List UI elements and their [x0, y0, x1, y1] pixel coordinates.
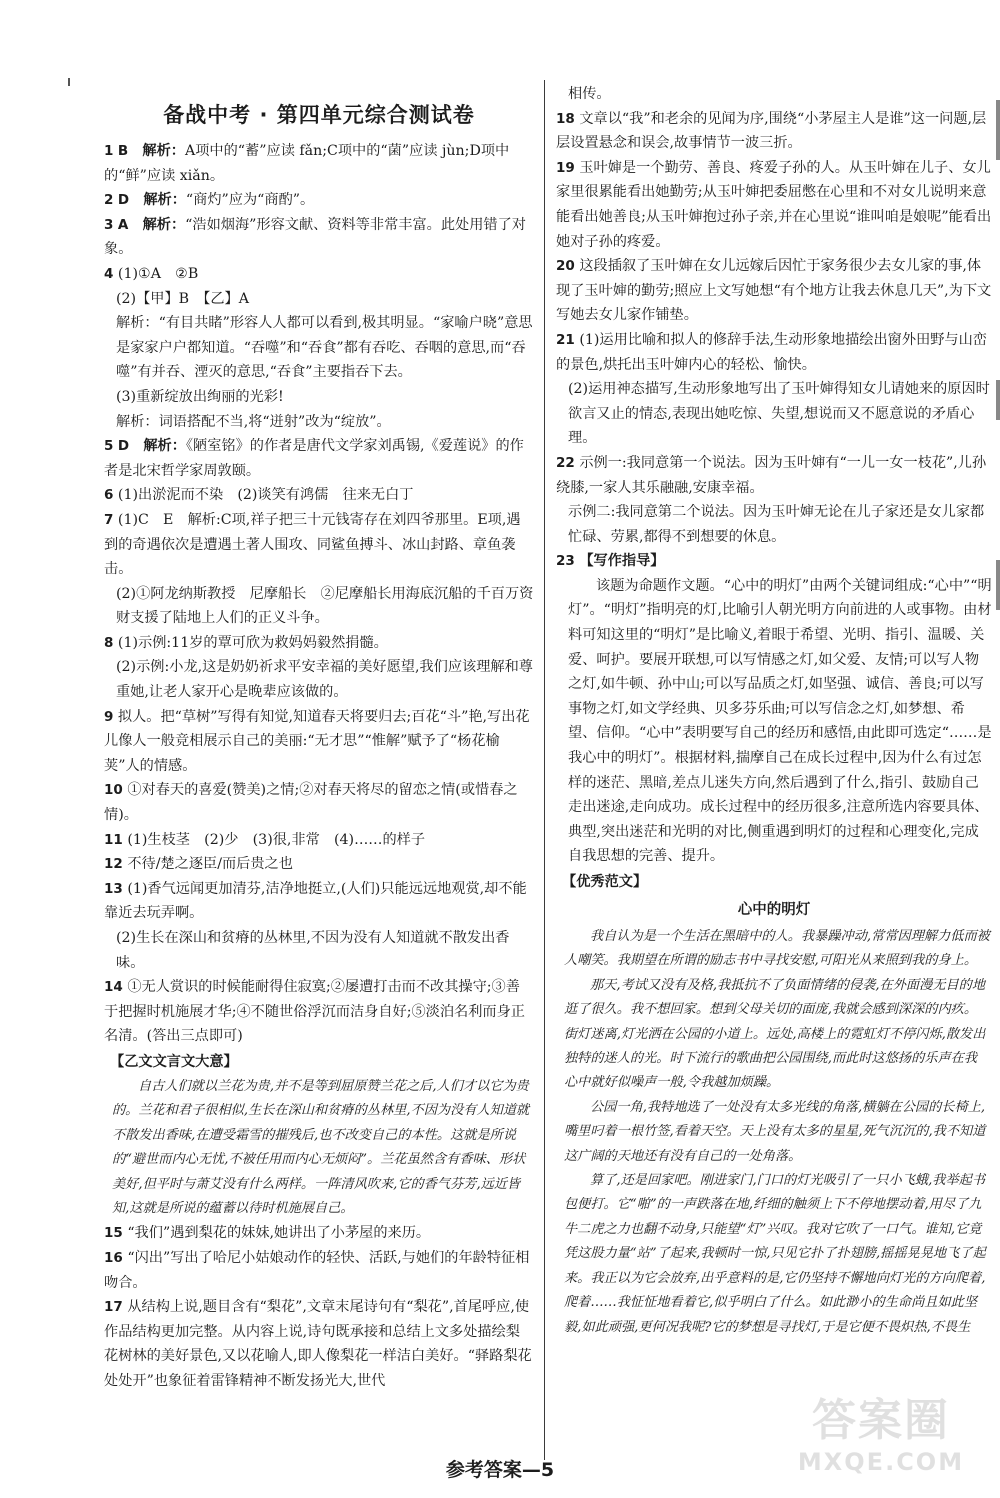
question-number: 23	[556, 553, 575, 570]
right-answers	[556, 82, 992, 1340]
answer-subitem	[556, 500, 992, 549]
section-heading: 【优秀范文】	[562, 874, 648, 890]
answer-text: (2)①阿龙纳斯教授 尼摩船长 ②尼摩船长用海底沉船的千百万资财支援了陆地上人们的正义斗争。	[116, 585, 534, 627]
left-column	[104, 85, 534, 1394]
answer-item	[104, 1246, 534, 1295]
answer-text: “闪出”写出了哈尼小姑娘动作的轻快、活跃,与她们的年龄特征相吻合。	[104, 1250, 530, 1291]
answer-text: (1)香气远闻更加清芬,洁净地挺立,(人们)只能远远地观赏,却不能靠近去玩弄啊。	[104, 880, 527, 922]
question-number: 16	[104, 1250, 123, 1266]
answer-text: 《陋室铭》的作者是唐代文学家刘禹锡,《爱莲说》的作者是北宋哲学家周敦颐。	[104, 438, 524, 479]
answer-subitem	[104, 582, 534, 631]
answer-text: (1)①A ②B	[117, 265, 199, 282]
essay-paragraph: 自古人们就以兰花为贵,并不是等到屈原赞兰花之后,人们才以它为贵的。兰花和君子很相似,生长在深山和贫瘠的丛林里,不因为没有人知道就不散发出香味,在遭受霜雪的摧残后,也不改变自己的本性。这就是所说的“避世而内心无忧,不被任用而内心无烦闷”。兰花虽然含有香味、形状美好,但平时与萧艾没有什么两样。一阵清风吹来,它的香气芬芳,远近皆知,这就是所说的蕴蓄以待时机施展自己。	[112, 1078, 530, 1216]
answer-text: (3)重新绽放出绚丽的光彩!	[116, 388, 284, 405]
question-number: 7	[104, 511, 114, 528]
answer-item	[104, 828, 534, 853]
answer-text: (1)运用比喻和拟人的修辞手法,生动形象地描绘出窗外田野与山峦的景色,烘托出玉叶婶内心的轻松、愉快。	[556, 331, 987, 373]
question-number: 11	[104, 831, 123, 848]
answer-text: (1)生枝茎 (2)少 (3)很,非常 (4)……的样子	[127, 831, 426, 848]
watermark	[776, 1394, 986, 1484]
analysis-label: 解析：	[142, 143, 185, 159]
answer-choice: D	[117, 192, 130, 209]
answer-subitem	[104, 410, 534, 435]
answer-item	[104, 1295, 534, 1393]
answer-subitem	[104, 926, 534, 975]
section-heading: 【乙文文言文大意】	[110, 1053, 238, 1070]
essay-paragraph: 算了,还是回家吧。刚进家门,门口的灯光吸引了一只小飞蛾,我举起书包便打。它“啪”的一声跌落在地,纤细的触须上下不停地摆动着,用尽了九牛二虎之力也翻不动身,只能望“灯”兴叹。我对它吹了一口气。谁知,它竟凭这股力量“站”了起来,我顿时一惊,只见它扑了扑翅膀,摇摇晃晃地飞了起来。我正以为它会放弃,出乎意料的是,它仍坚持不懈地向灯光的方向爬着,爬着……我怔怔地看着它,似乎明白了什么。如此渺小的生命尚且如此坚毅,如此顽强,更何况我呢?它的梦想是寻找灯,于是它便不畏炽热,不畏生	[564, 1173, 986, 1335]
answer-item	[104, 852, 534, 877]
essay-paragraph: 公园一角,我特地选了一处没有太多光线的角落,横躺在公园的长椅上,嘴里叼着一根竹签,看着天空。天上没有太多的星星,死气沉沉的,我不知道这广阔的天地还有没有自己的一处角落。	[564, 1099, 986, 1164]
question-number: 4	[104, 265, 114, 282]
answer-text: 拟人。把“草树”写得有知觉,知道春天将要归去;百花“斗”艳,写出花儿像人一般竞相展示自己的美丽:“无才思”“惟解”赋予了“杨花榆荚”人的情感。	[104, 708, 530, 774]
answer-subitem	[104, 287, 534, 312]
answer-item	[556, 328, 992, 377]
watermark-url: MXQE.COM	[797, 1448, 965, 1476]
question-number: 21	[556, 331, 575, 348]
question-number: 17	[104, 1299, 123, 1316]
answer-item	[556, 254, 992, 328]
answer-text: (1)C E 解析:C项,祥子把三十元钱寄存在刘四爷那里。E项,遇到的奇遇依次是遭遇土著人围攻、同鲨鱼搏斗、冰山封路、章鱼袭击。	[104, 511, 521, 578]
answer-text: 词语搭配不当,将“迸射”改为“绽放”。	[158, 413, 391, 430]
answer-choice: B	[117, 143, 129, 159]
answer-text: 从结构上说,题目含有“梨花”,文章末尾诗句有“梨花”,首尾呼应,使作品结构更加完整。从内容上说,诗句既承接和总结上文多处描绘梨花树林的美好景色,又以花喻人,即人像梨花一样洁白美好。“驿路梨花处处开”也象征着雷锋精神不断发扬光大,世代	[104, 1299, 532, 1389]
answer-choice: D	[117, 438, 130, 455]
essay-title: 心中的明灯	[737, 901, 811, 918]
watermark-logo-text: 答案圈	[812, 1395, 950, 1446]
answer-item	[556, 549, 992, 574]
answer-text: (2)【甲】B 【乙】A	[116, 290, 249, 307]
question-number: 5	[104, 438, 114, 455]
answer-text: “浩如烟海”形容文献、资料等非常丰富。此处用错了对象。	[104, 216, 526, 258]
column-divider	[544, 80, 545, 1460]
answer-text: 这段插叙了玉叶婶在女儿远嫁后因忙于家务很少去女儿家的事,体现了玉叶婶的勤劳;照应上文写她想“有个地方让我去休息几天”,为下文写她去女儿家作铺垫。	[556, 258, 992, 324]
analysis-label: 解析：	[143, 438, 186, 455]
essay-paragraph: 我自认为是一个生活在黑暗中的人。我暴躁冲动,常常因理解力低而被人嘲笑。我期望在所谓的励志书中寻找安慰,可阳光从来照到我的身上。	[564, 929, 990, 969]
answer-item	[556, 156, 992, 254]
answer-text: ①对春天的喜爱(赞美)之情;②对春天将尽的留恋之情(或惜春之情)。	[104, 782, 518, 824]
answer-subitem	[556, 377, 992, 451]
answer-continuation: 相传。	[568, 86, 611, 102]
answer-item	[104, 975, 534, 1049]
answer-text: (2)生长在深山和贫瘠的丛林里,不因为没有人知道就不散发出香味。	[116, 930, 510, 971]
question-number: 20	[556, 258, 575, 275]
right-column	[556, 82, 992, 1340]
question-number: 19	[556, 159, 575, 176]
essay-paragraph: 那天,考试又没有及格,我抵抗不了负面情绪的侵袭,在外面漫无目的地逛了很久。我不想回家。想到父母关切的面庞,我就会感到深深的内疚。街灯迷离,灯光洒在公园的小道上。远处,高楼上的霓虹灯不停闪烁,散发出独特的迷人的光。时下流行的歌曲把公园围绕,而此时这悠扬的乐声在我心中就好似噪声一般,令我越加烦躁。	[564, 977, 986, 1091]
answer-item	[104, 262, 534, 287]
answer-text: (1)示例:11岁的覃可欣为救妈妈毅然捐髓。	[117, 634, 388, 651]
answer-text: 示例一:我同意第一个说法。因为玉叶婶有“一儿一女一枝花”,儿孙绕膝,一家人其乐融融,安康幸福。	[556, 454, 987, 496]
answer-choice: A	[117, 216, 129, 233]
writing-guide-paragraph: 该题为命题作文题。“心中的明灯”由两个关键词组成:“心中”“明灯”。“明灯”指明亮的灯,比喻引人朝光明方向前进的人或事物。由材料可知这里的“明灯”是比喻义,着眼于希望、光明、指引、温暖、关爱、呵护。要展开联想,可以写情感之灯,如父爱、友情;可以写人物之灯,如牛顿、孙中山;可以写品质之灯,如坚强、诚信、善良;可以写事物之灯,如文学经典、贝多芬乐曲;可以写信念之灯,如梦想、希望、信仰。“心中”表明要写自己的经历和感悟,由此即可选定“……是我心中的明灯”。根据材料,揣摩自己在成长过程中,因为什么有过怎样的迷茫、黑暗,差点儿迷失方向,然后遇到了什么,指引、鼓励自己走出迷途,走向成功。成长过程中的经历很多,注意所选内容要具体、典型,突出迷茫和光明的对比,侧重遇到明灯的过程和心理变化,完成自我思想的完善、提升。	[568, 577, 992, 865]
corner-mark	[68, 78, 70, 86]
answer-subitem	[104, 385, 534, 410]
page-title: 备战中考 · 第四单元综合测试卷	[163, 103, 475, 127]
left-answers	[104, 139, 534, 1394]
edge-mark	[996, 380, 1000, 420]
answer-text: 示例二:我同意第二个说法。因为玉叶婶无论在儿子家还是女儿家都忙碌、劳累,都得不到想要的休息。	[568, 504, 985, 545]
answer-item	[104, 631, 534, 656]
answer-item	[104, 877, 534, 926]
edge-mark	[996, 100, 1000, 160]
answer-text: (1)出淤泥而不染 (2)谈笑有鸿儒 往来无白丁	[117, 487, 414, 504]
answer-text: A项中的“蓄”应读 fǎn;C项中的“菌”应读 jùn;D项中的“鲜”应读 xiǎn。	[104, 143, 510, 184]
answer-text: 不待/楚之逐臣/而后贵之也	[127, 856, 293, 873]
answer-item	[104, 705, 534, 779]
question-number: 13	[104, 880, 123, 897]
answer-item	[104, 434, 534, 483]
question-number: 8	[104, 634, 114, 651]
answer-text: 玉叶婶是一个勤劳、善良、疼爱子孙的人。从玉叶婶在儿子、女儿家里很累能看出她勤劳;从玉叶婶把委屈憋在心里和不对女儿说明来意能看出她善良;从玉叶婶抱过孙子亲,并在心里说“谁叫咱是娘呢”能看出她对子孙的疼爱。	[556, 159, 992, 250]
question-number: 15	[104, 1225, 123, 1242]
question-number: 10	[104, 782, 123, 799]
answer-text: “有目共睹”形容人人都可以看到,极其明显。“家喻户晓”意思是家家户户都知道。“吞噬”和“吞食”都有吞吃、吞咽的意思,而“吞噬”有并吞、湮灭的意思,“吞食”主要指吞下去。	[116, 315, 533, 381]
answer-item	[104, 139, 534, 188]
question-number: 1	[104, 143, 114, 159]
answer-text: “商灼”应为“商酌”。	[185, 192, 315, 209]
analysis-label: 解析：	[116, 315, 159, 332]
analysis-label: 【写作指导】	[579, 553, 665, 570]
question-number: 12	[104, 856, 123, 873]
answer-text: ①无人赏识的时候能耐得住寂寞;②屡遭打击而不改其操守;③善于把握时机施展才华;④不随世俗浮沉而洁身自好;⑤淡泊名利而身正名清。(答出三点即可)	[104, 979, 525, 1045]
question-number: 3	[104, 216, 114, 233]
question-number: 22	[556, 454, 575, 471]
answer-item	[556, 451, 992, 500]
analysis-label: 解析：	[142, 216, 186, 233]
answer-item	[104, 508, 534, 582]
question-number: 6	[104, 487, 114, 504]
answer-text: 文章以“我”和老余的见闻为序,围绕“小茅屋主人是谁”这一问题,层层设置悬念和误会,故事情节一波三折。	[556, 110, 987, 152]
answer-text: (2)运用神态描写,生动形象地写出了玉叶婶得知女儿请她来的原因时欲言又止的情态,表现出她吃惊、失望,想说而又不愿意说的矛盾心理。	[568, 381, 990, 447]
question-number: 14	[104, 979, 123, 996]
question-number: 2	[104, 192, 114, 209]
answer-text: (2)示例:小龙,这是奶奶祈求平安幸福的美好愿望,我们应该理解和尊重她,让老人家开心是晚辈应该做的。	[116, 659, 533, 701]
answer-item	[104, 213, 534, 262]
analysis-label: 解析：	[116, 413, 159, 430]
answer-item	[104, 778, 534, 827]
answer-item	[556, 107, 992, 156]
answer-subitem	[104, 311, 534, 385]
answer-item	[104, 1221, 534, 1246]
analysis-label: 解析：	[143, 192, 186, 209]
page-footer: 参考答案—5	[445, 1459, 555, 1481]
question-number: 9	[104, 708, 114, 725]
answer-item	[104, 188, 534, 213]
answer-item	[104, 483, 534, 508]
answer-subitem	[104, 655, 534, 704]
answer-text: “我们”遇到梨花的妹妹,她讲出了小茅屋的来历。	[127, 1225, 431, 1242]
edge-mark	[996, 560, 1000, 610]
question-number: 18	[556, 110, 575, 127]
